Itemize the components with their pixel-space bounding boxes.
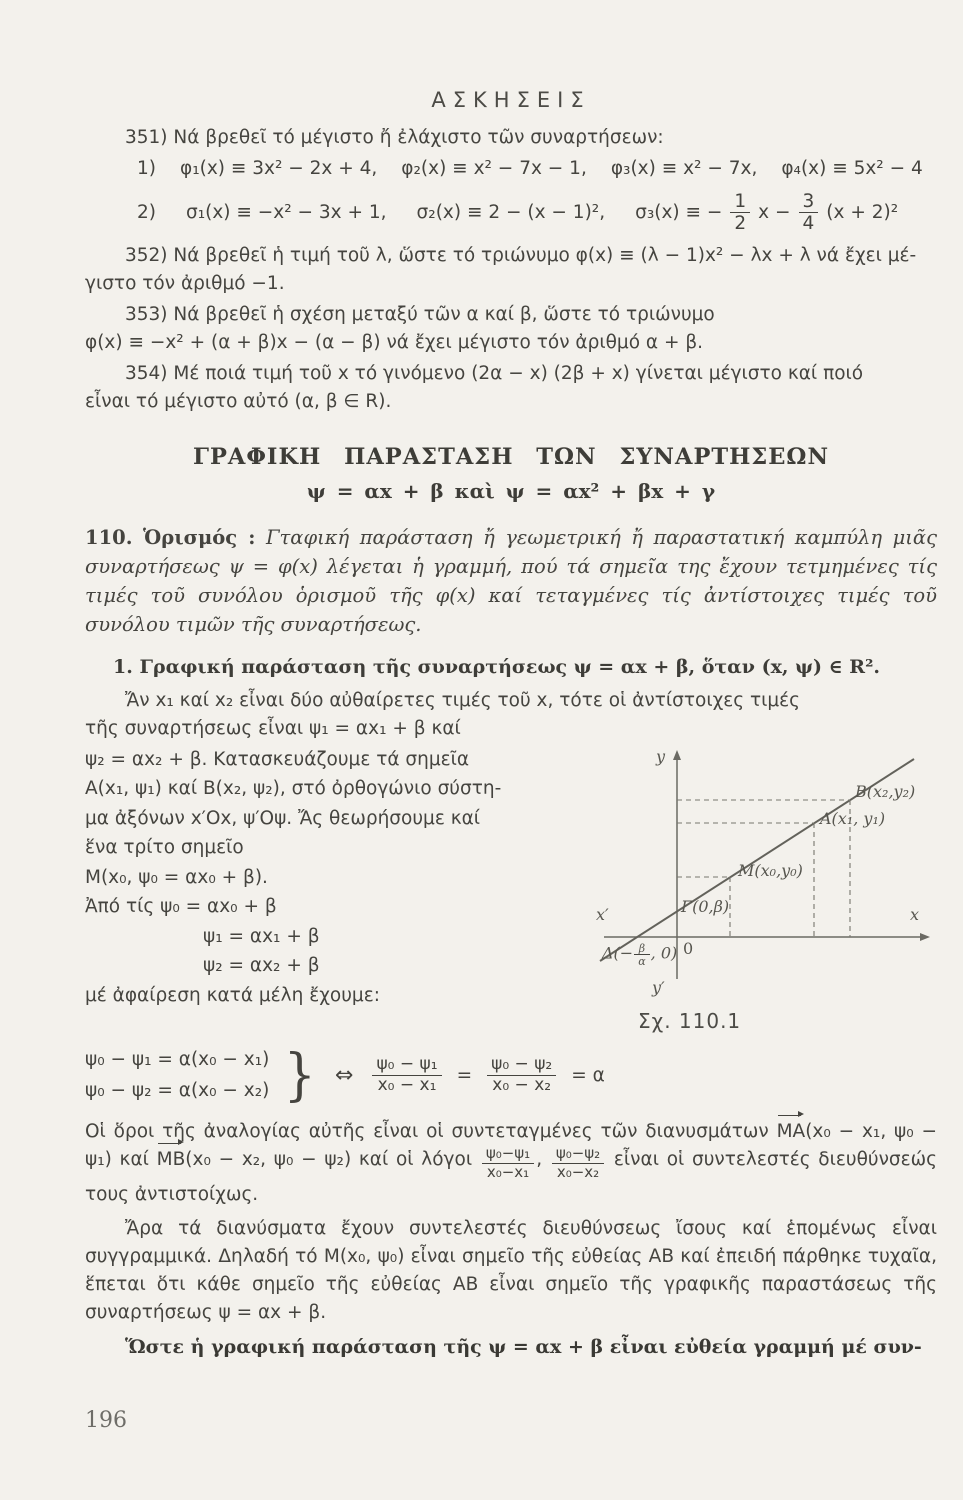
equals-alpha: = α bbox=[571, 1064, 605, 1086]
inline-fraction-2: $\frac{\text{ψ₀−ψ₂}}{\text{x₀−x₂}}$ bbox=[552, 1146, 604, 1181]
item-number: 1) bbox=[137, 158, 156, 179]
fraction-psi0-psi1: $\frac{\text{ψ₀ − ψ₁}}{\text{x₀ − x₁}}$ bbox=[372, 1056, 441, 1095]
point-label-gamma: Γ(0,β) bbox=[681, 896, 730, 916]
formula-phi3: φ₃(x) ≡ x² − 7x, bbox=[610, 158, 758, 179]
exercise-351-row-2 bbox=[85, 192, 937, 234]
formula-sigma2: σ₂(x) ≡ 2 − (x − 1)², bbox=[416, 201, 606, 223]
page-number: 196 bbox=[85, 1408, 127, 1433]
formula-phi2: φ₂(x) ≡ x² − 7x − 1, bbox=[401, 158, 587, 179]
equation-system bbox=[85, 1043, 937, 1108]
vector-mb: MB bbox=[157, 1146, 186, 1174]
axis-label-x: x bbox=[910, 904, 920, 924]
paragraph-2: Οἱ ὅροι τῆς ἀναλογίας αὐτῆς εἶναι οἱ συντεταγμένες τῶν διανυσμάτων MA(x₀ − x₁, ψ₀ − ψ₁) καί MB(x₀ − x₂, ψ₀ − ψ₂) καί οἱ λόγοι $\frac{\text{ψ₀−ψ₁}}{\text{x₀−x₁}}$ , $\frac{\text{ψ₀−ψ₂}}{\text{x₀−x₂}}$ εἶναι οἱ συντελεστές διευθύνσεώς τους ἀντιστοίχως. bbox=[85, 1118, 937, 1209]
equals-sign: = bbox=[456, 1064, 473, 1086]
paragraph-3: Ἄρα τά διανύσματα ἔχουν συντελεστές διευθύνσεως ἴσους καί ἑπομένως εἶναι συγγραμμικά. Δηλαδή τό M(x₀, ψ₀) εἶναι σημεῖο τῆς εὐθείας AB καί ἐπειδή πάρθηκε τυχαῖα, ἕπεται ὅτι κάθε σημεῖο τῆς εὐθείας AB εἶναι σημεῖο τῆς γραφικῆς παραστάσεως τῆς συναρτήσεως ψ = αx + β. bbox=[85, 1217, 937, 1323]
exercise-354: 354) Μέ ποιά τιμή τοῦ x τό γινόμενο (2α − x) (2β + x) γίνεται μέγιστο καί ποιό εἶναι τό μέγιστο αὐτό (α, β ∈ R). bbox=[85, 362, 864, 412]
figure-caption: Σχ. 110.1 bbox=[638, 1008, 742, 1033]
formula-phi4: φ₄(x) ≡ 5x² − 4 bbox=[781, 158, 923, 179]
point-label-a: A(x₁, y₁) bbox=[820, 808, 886, 828]
definition-number: 110. bbox=[85, 525, 133, 549]
subsection-1-heading: 1. Γραφική παράσταση τῆς συναρτήσεως ψ = αx + β, ὅταν (x, ψ) ∈ R². bbox=[113, 655, 881, 678]
fraction-one-half: $\frac{1}{2}$ bbox=[730, 192, 750, 234]
right-brace: } bbox=[284, 1042, 317, 1108]
point-label-m: M(x₀,y₀) bbox=[738, 860, 803, 880]
definition-label: Ὁρισμός : bbox=[143, 525, 256, 549]
point-label-delta: Δ(− $\frac{\beta}{\alpha}$ , 0) bbox=[602, 941, 678, 969]
system-equations: ψ₀ − ψ₁ = α(x₀ − x₁) ψ₀ − ψ₂ = α(x₀ − x₂) bbox=[85, 1049, 270, 1102]
figure-graph bbox=[592, 747, 937, 997]
exercise-351-intro: 351) Νά βρεθεῖ τό μέγιστο ἤ ἐλάχιστο τῶν συναρτήσεων: bbox=[125, 127, 664, 148]
point-label-b: B(x₂,y₂) bbox=[855, 781, 916, 801]
conclusion-line: Ὥστε ἡ γραφική παράσταση τῆς ψ = αx + β εἶναι εὐθεία γραμμή μέ συν- bbox=[125, 1335, 922, 1358]
fraction-three-quarters: $\frac{3}{4}$ bbox=[799, 192, 819, 234]
text-and-figure-row bbox=[85, 745, 937, 1033]
axis-label-x-prime: x′ bbox=[596, 904, 609, 924]
figure-110-1 bbox=[592, 745, 937, 1033]
origin-label: 0 bbox=[683, 938, 694, 958]
exercise-351-row-1 bbox=[85, 152, 937, 186]
axis-label-y-prime: y′ bbox=[652, 977, 665, 997]
formula-phi1: φ₁(x) ≡ 3x² − 2x + 4, bbox=[180, 158, 378, 179]
page-title: ΑΣΚΗΣΕΙΣ bbox=[431, 88, 591, 112]
definition-110 bbox=[85, 523, 937, 639]
section-subheading: ψ = αx + β καὶ ψ = αx² + βx + γ bbox=[306, 478, 716, 503]
formula-sigma3: σ₃(x) ≡ − $\frac{1}{2}$ x − $\frac{3}{4}$ (x + 2)² bbox=[635, 191, 899, 235]
definition-body: Γταφική παράσταση ἤ γεωμετρική ἤ παραστατική καμπύλη μιᾶς συναρτήσεως ψ = φ(x) λέγεται ἡ γραμμή, πού τά σημεῖα της ἔχουν τετμημένες τίς τιμές τοῦ συνόλου ὁρισμοῦ τῆς φ(x) καί τεταγμένες τίς ἀντίστοιχες τιμές τοῦ συνόλου τιμῶν τῆς συναρτήσεως. bbox=[85, 525, 937, 636]
fraction-psi0-psi2: $\frac{\text{ψ₀ − ψ₂}}{\text{x₀ − x₂}}$ bbox=[487, 1056, 556, 1095]
inline-fraction-1: $\frac{\text{ψ₀−ψ₁}}{\text{x₀−x₁}}$ bbox=[482, 1146, 534, 1181]
paragraph-1: Ἄν x₁ καί x₂ εἶναι δύο αὐθαίρετες τιμές τοῦ x, τότε οἱ ἀντίστοιχες τιμές τῆς συναρτήσεως εἶναι ψ₁ = αx₁ + β καί bbox=[85, 689, 801, 739]
section-heading: ΓΡΑΦΙΚΗ ΠΑΡΑΣΤΑΣΗ ΤΩΝ ΣΥΝΑΡΤΗΣΕΩΝ bbox=[192, 443, 830, 470]
fraction-beta-alpha: $\frac{\beta}{\alpha}$ bbox=[634, 943, 649, 968]
exercise-352: 352) Νά βρεθεῖ ἡ τιμή τοῦ λ, ὥστε τό τριώνυμο φ(x) ≡ (λ − 1)x² − λx + λ νά ἔχει μέ- γιστο τόν ἀριθμό −1. bbox=[85, 244, 917, 294]
iff-arrow: ⇔ bbox=[335, 1062, 354, 1088]
axis-label-y: y bbox=[656, 746, 666, 766]
item-number: 2) bbox=[137, 201, 156, 223]
formula-sigma1: σ₁(x) ≡ −x² − 3x + 1, bbox=[186, 201, 387, 223]
exercise-353: 353) Νά βρεθεῖ ἡ σχέση μεταξύ τῶν α καί β, ὥστε τό τριώνυμο φ(x) ≡ −x² + (α + β)x − (α − β) νά ἔχει μέγιστο τόν ἀριθμό α + β. bbox=[85, 303, 715, 353]
x-axis-arrowhead bbox=[920, 933, 930, 941]
left-text-column: ψ₂ = αx₂ + β. Κατασκευάζουμε τά σημεῖα A(x₁, ψ₁) καί B(x₂, ψ₂), στό ὀρθογώνιο σύστη- μα ἀξόνων x′Ox, ψ′Οψ. Ἄς θεωρήσουμε καί ἕνα τρίτο σημεῖο M(x₀, ψ₀ = αx₀ + β). Ἀπό τίς ψ₀ = αx₀ + β ψ₁ = αx₁ + β ψ₂ = αx₂ + β μέ ἀφαίρεση κατά μέλη ἔχουμε: bbox=[85, 748, 502, 1006]
y-axis-arrowhead bbox=[673, 750, 681, 760]
vector-ma: MA bbox=[777, 1118, 806, 1146]
